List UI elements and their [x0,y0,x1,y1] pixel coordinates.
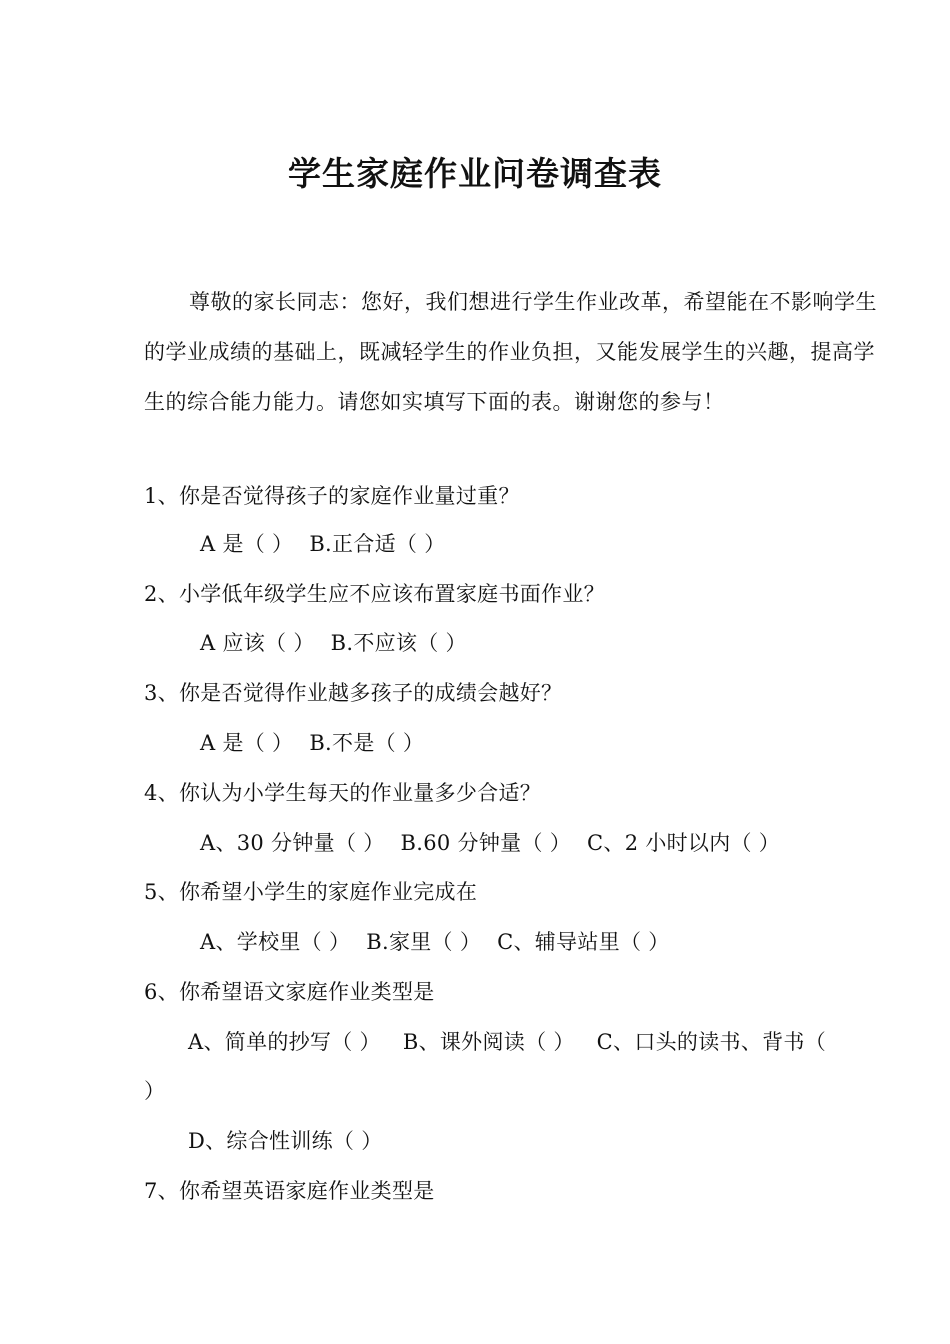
option-6a: A、简单的抄写（ ） [188,1030,381,1054]
option-6b: B、课外阅读（ ） [402,1030,575,1054]
option-4a: A、30 分钟量（ ） [200,831,385,855]
option-3b: B.不是（ ） [309,731,425,755]
question-1-options [200,529,446,559]
option-6c: C、口头的读书、背书（ [596,1030,827,1054]
option-5c: C、辅导站里（ ） [497,930,670,954]
question-5: 5、你希望小学生的家庭作业完成在 [144,880,478,904]
question-2: 2、小学低年级学生应不应该布置家庭书面作业？ [144,582,605,606]
option-5b: B.家里（ ） [366,930,482,954]
option-3a: A 是（ ） [200,731,294,755]
option-4b: B.60 分钟量（ ） [400,831,572,855]
option-2a: A 应该（ ） [200,631,315,655]
option-6d: D、综合性训练（ ） [188,1129,383,1153]
question-2-options [200,628,467,658]
question-4-options [200,828,780,858]
question-7: 7、你希望英语家庭作业类型是 [144,1179,435,1203]
option-2b: B.不应该（ ） [330,631,467,655]
intro-paragraph: 尊敬的家长同志：您好，我们想进行学生作业改革，希望能在不影响学生的学业成绩的基础上，既减轻学生的作业负担，又能发展学生的兴趣，提高学生的综合能力能力。请您如实填写下面的表。谢谢您的参与！ [144,290,877,414]
question-3-options [200,728,424,758]
option-5a: A、学校里（ ） [200,930,351,954]
question-5-options [200,927,670,957]
option-1b: B.正合适（ ） [309,532,446,556]
question-3: 3、你是否觉得作业越多孩子的成绩会越好？ [144,681,563,705]
question-1: 1、你是否觉得孩子的家庭作业量过重？ [144,484,520,508]
question-4: 4、你认为小学生每天的作业量多少合适？ [144,781,542,805]
option-1a: A 是（ ） [200,532,294,556]
option-6c-continuation: ） [144,1079,166,1103]
question-6: 6、你希望语文家庭作业类型是 [144,980,435,1004]
question-6-options [188,1027,826,1057]
page-title: 学生家庭作业问卷调查表 [288,154,662,193]
option-4c: C、2 小时以内（ ） [587,831,781,855]
